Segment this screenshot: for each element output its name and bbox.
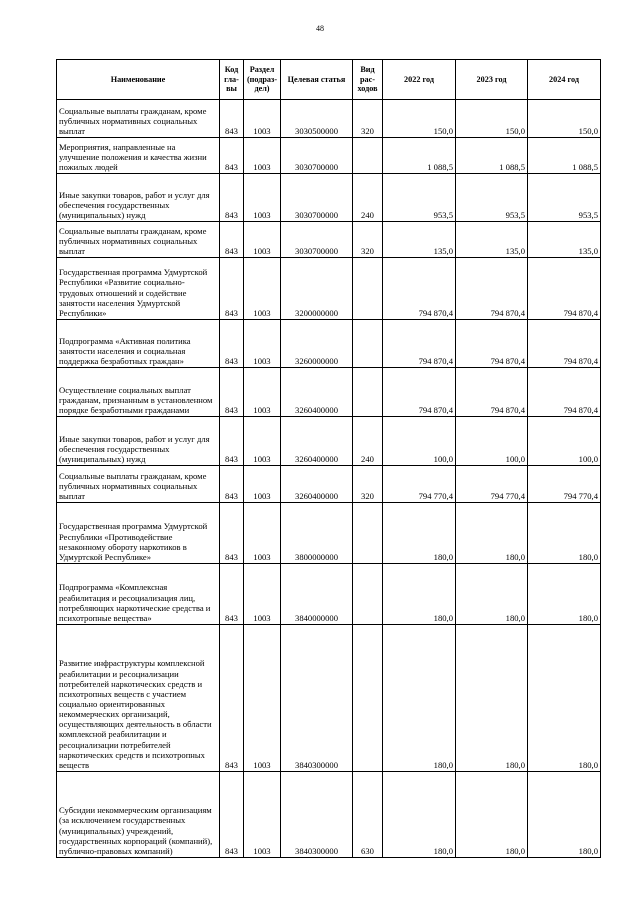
- row-expense-type: [353, 138, 383, 174]
- row-expense-type: [353, 503, 383, 564]
- row-value-2022: 794 870,4: [383, 320, 456, 368]
- table-row: [57, 772, 601, 858]
- header-year-2023: 2023 год: [456, 60, 528, 100]
- row-section: 1003: [244, 258, 281, 320]
- table-row: [57, 174, 601, 222]
- table-header-row: [57, 60, 601, 100]
- row-section: 1003: [244, 138, 281, 174]
- row-ministry: 843: [220, 258, 244, 320]
- row-value-2022: 180,0: [383, 503, 456, 564]
- header-section: Раздел (подраз-дел): [244, 60, 281, 100]
- row-name: Государственная программа Удмуртской Республики «Развитие социально-трудовых отношений и содействие занятости населения Удмуртской Республики»: [57, 258, 220, 320]
- row-section: 1003: [244, 417, 281, 466]
- row-value-2023: 135,0: [456, 222, 528, 258]
- header-ministry-code: Код гла-вы: [220, 60, 244, 100]
- row-expense-type: [353, 258, 383, 320]
- row-value-2024: 135,0: [528, 222, 601, 258]
- row-value-2023: 953,5: [456, 174, 528, 222]
- row-value-2023: 1 088,5: [456, 138, 528, 174]
- row-section: 1003: [244, 320, 281, 368]
- row-value-2024: 953,5: [528, 174, 601, 222]
- header-target-article: Целевая статья: [281, 60, 353, 100]
- row-name: Иные закупки товаров, работ и услуг для обеспечения государственных (муниципальных) нужд: [57, 417, 220, 466]
- row-section: 1003: [244, 368, 281, 417]
- row-value-2022: 150,0: [383, 100, 456, 138]
- row-name: Подпрограмма «Активная политика занятости населения и социальная поддержка безработных граждан»: [57, 320, 220, 368]
- row-article: 3260400000: [281, 417, 353, 466]
- row-section: 1003: [244, 564, 281, 625]
- row-name: Осуществление социальных выплат гражданам, признанным в установленном порядке безработными гражданами: [57, 368, 220, 417]
- row-value-2023: 794 870,4: [456, 320, 528, 368]
- header-name: Наименование: [57, 60, 220, 100]
- table-row: [57, 100, 601, 138]
- row-ministry: 843: [220, 222, 244, 258]
- row-value-2022: 794 770,4: [383, 466, 456, 503]
- table-row: [57, 258, 601, 320]
- row-ministry: 843: [220, 138, 244, 174]
- table-row: [57, 222, 601, 258]
- row-section: 1003: [244, 466, 281, 503]
- row-article: 3260400000: [281, 466, 353, 503]
- row-value-2022: 135,0: [383, 222, 456, 258]
- row-value-2023: 794 770,4: [456, 466, 528, 503]
- row-value-2023: 150,0: [456, 100, 528, 138]
- row-article: 3200000000: [281, 258, 353, 320]
- row-value-2023: 180,0: [456, 772, 528, 858]
- row-section: 1003: [244, 100, 281, 138]
- budget-table: [56, 59, 601, 858]
- table-row: [57, 625, 601, 772]
- row-expense-type: [353, 368, 383, 417]
- row-ministry: 843: [220, 100, 244, 138]
- row-value-2022: 180,0: [383, 772, 456, 858]
- row-expense-type: [353, 320, 383, 368]
- table-row: [57, 503, 601, 564]
- row-value-2022: 180,0: [383, 625, 456, 772]
- header-expense-type: Вид рас-ходов: [353, 60, 383, 100]
- row-ministry: 843: [220, 368, 244, 417]
- row-value-2024: 794 870,4: [528, 258, 601, 320]
- header-year-2024: 2024 год: [528, 60, 601, 100]
- row-name: Социальные выплаты гражданам, кроме публичных нормативных социальных выплат: [57, 100, 220, 138]
- row-name: Развитие инфраструктуры комплексной реабилитации и ресоциализации потребителей наркотических средств и психотропных веществ с участием социально ориентированных некоммерческих организаций, осуществляющих деятельность в области комплексной реабилитации и ресоциализации потребителей наркотических средств и психотропных веществ: [57, 625, 220, 772]
- row-name: Мероприятия, направленные на улучшение положения и качества жизни пожилых людей: [57, 138, 220, 174]
- row-section: 1003: [244, 772, 281, 858]
- table-row: [57, 466, 601, 503]
- row-expense-type: 320: [353, 100, 383, 138]
- table-row: [57, 368, 601, 417]
- row-value-2023: 180,0: [456, 503, 528, 564]
- row-article: 3840300000: [281, 772, 353, 858]
- row-section: 1003: [244, 503, 281, 564]
- row-ministry: 843: [220, 625, 244, 772]
- row-name: Социальные выплаты гражданам, кроме публичных нормативных социальных выплат: [57, 222, 220, 258]
- row-value-2023: 180,0: [456, 625, 528, 772]
- table-row: [57, 564, 601, 625]
- row-name: Социальные выплаты гражданам, кроме публичных нормативных социальных выплат: [57, 466, 220, 503]
- row-section: 1003: [244, 174, 281, 222]
- row-section: 1003: [244, 625, 281, 772]
- row-article: 3260400000: [281, 368, 353, 417]
- row-value-2024: 794 770,4: [528, 466, 601, 503]
- row-value-2022: 180,0: [383, 564, 456, 625]
- row-ministry: 843: [220, 466, 244, 503]
- page-number: 48: [316, 24, 324, 33]
- row-name: Иные закупки товаров, работ и услуг для обеспечения государственных (муниципальных) нужд: [57, 174, 220, 222]
- row-article: 3030500000: [281, 100, 353, 138]
- row-ministry: 843: [220, 174, 244, 222]
- row-value-2024: 180,0: [528, 564, 601, 625]
- row-value-2024: 794 870,4: [528, 320, 601, 368]
- row-ministry: 843: [220, 320, 244, 368]
- row-expense-type: 320: [353, 222, 383, 258]
- row-ministry: 843: [220, 503, 244, 564]
- row-value-2022: 794 870,4: [383, 258, 456, 320]
- row-name: Субсидии некоммерческим организациям (за исключением государственных (муниципальных) учреждений, государственных корпораций (компаний), публично-правовых компаний): [57, 772, 220, 858]
- row-article: 3030700000: [281, 222, 353, 258]
- row-article: 3800000000: [281, 503, 353, 564]
- row-value-2023: 100,0: [456, 417, 528, 466]
- header-year-2022: 2022 год: [383, 60, 456, 100]
- row-value-2023: 794 870,4: [456, 258, 528, 320]
- row-expense-type: 320: [353, 466, 383, 503]
- row-value-2024: 180,0: [528, 625, 601, 772]
- table-row: [57, 320, 601, 368]
- row-article: 3840000000: [281, 564, 353, 625]
- row-expense-type: 240: [353, 174, 383, 222]
- row-article: 3840300000: [281, 625, 353, 772]
- row-value-2023: 794 870,4: [456, 368, 528, 417]
- row-value-2022: 794 870,4: [383, 368, 456, 417]
- row-expense-type: 630: [353, 772, 383, 858]
- row-value-2022: 100,0: [383, 417, 456, 466]
- row-value-2024: 794 870,4: [528, 368, 601, 417]
- row-value-2024: 180,0: [528, 503, 601, 564]
- row-article: 3030700000: [281, 138, 353, 174]
- row-value-2024: 180,0: [528, 772, 601, 858]
- table-row: [57, 417, 601, 466]
- row-article: 3260000000: [281, 320, 353, 368]
- row-value-2024: 100,0: [528, 417, 601, 466]
- row-section: 1003: [244, 222, 281, 258]
- row-expense-type: 240: [353, 417, 383, 466]
- row-article: 3030700000: [281, 174, 353, 222]
- row-value-2024: 150,0: [528, 100, 601, 138]
- row-value-2023: 180,0: [456, 564, 528, 625]
- row-value-2022: 1 088,5: [383, 138, 456, 174]
- row-expense-type: [353, 564, 383, 625]
- row-ministry: 843: [220, 564, 244, 625]
- row-expense-type: [353, 625, 383, 772]
- table-row: [57, 138, 601, 174]
- row-ministry: 843: [220, 772, 244, 858]
- row-name: Подпрограмма «Комплексная реабилитация и ресоциализация лиц, потребляющих наркотические средства и психотропные вещества»: [57, 564, 220, 625]
- row-value-2024: 1 088,5: [528, 138, 601, 174]
- row-name: Государственная программа Удмуртской Республики «Противодействие незаконному обороту наркотиков в Удмуртской Республике»: [57, 503, 220, 564]
- row-ministry: 843: [220, 417, 244, 466]
- row-value-2022: 953,5: [383, 174, 456, 222]
